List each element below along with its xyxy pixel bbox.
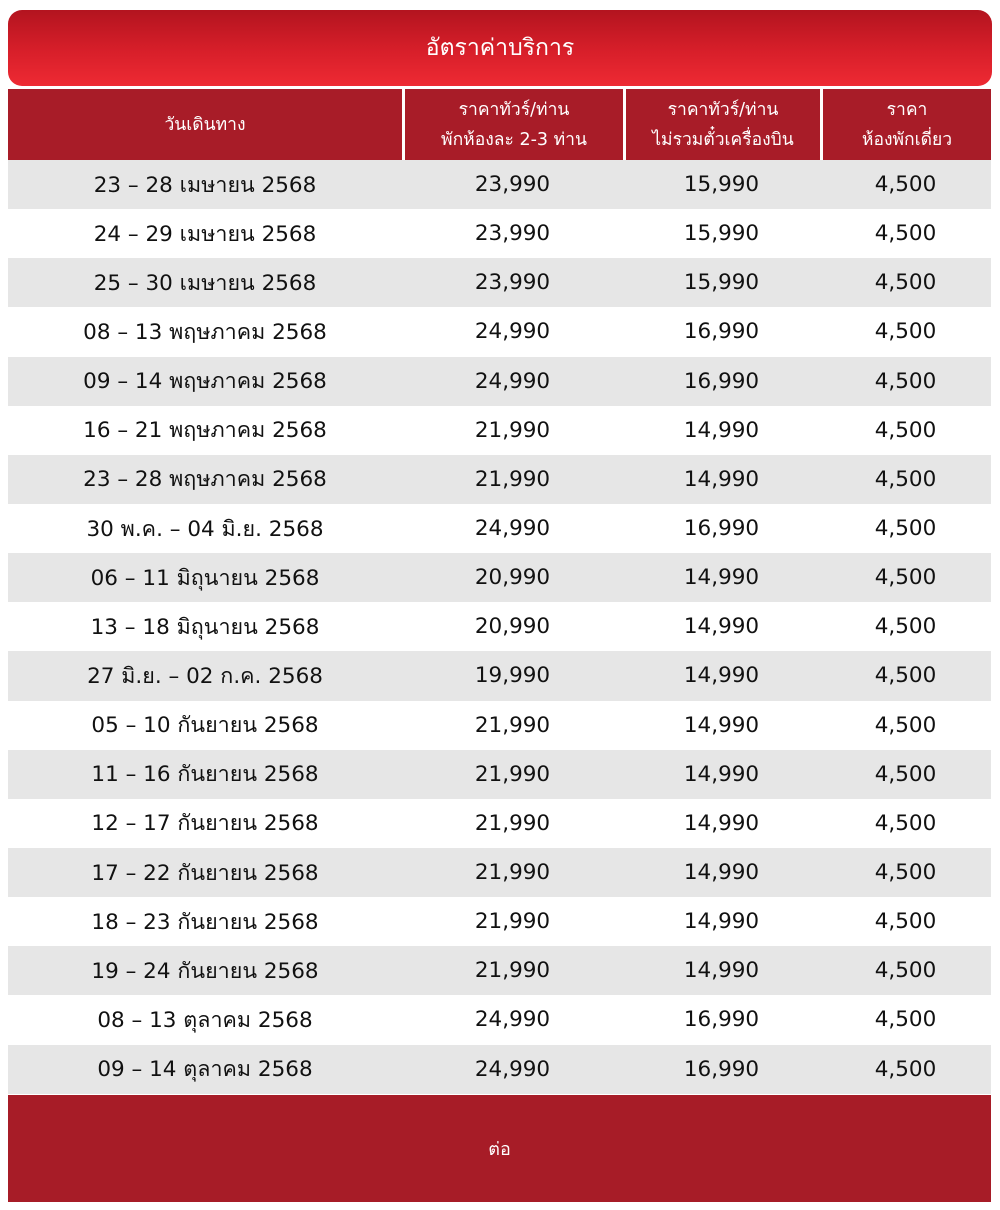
cell-travel-date: 12 – 17 กันยายน 2568: [91, 811, 319, 837]
cell-price-shared: 24,990: [474, 319, 551, 345]
table-row: [8, 848, 991, 897]
table-row: [8, 504, 991, 553]
table-row: [8, 897, 991, 946]
cell-price-shared: 20,990: [474, 614, 551, 640]
cell-travel-date: 16 – 21 พฤษภาคม 2568: [83, 418, 327, 444]
table-row: [8, 258, 991, 307]
cell-single-room: 4,500: [874, 417, 937, 443]
cell-price-no-flight: 16,990: [683, 1007, 760, 1033]
cell-price-no-flight: 14,990: [683, 417, 760, 443]
table-row: [8, 307, 991, 356]
cell-price-no-flight: 15,990: [683, 172, 760, 198]
cell-price-shared: 21,990: [474, 712, 551, 738]
cell-price-no-flight: 14,990: [683, 712, 760, 738]
header-price-shared-line1: ราคาทัวร์/ท่าน: [458, 99, 570, 120]
header-single-room-line2: ห้องพักเดี่ยว: [861, 129, 953, 150]
table-row: [8, 602, 991, 651]
cell-travel-date: 19 – 24 กันยายน 2568: [91, 958, 319, 984]
cell-price-shared: 20,990: [474, 565, 551, 591]
table-row: [8, 701, 991, 750]
header-price-no-flight-line2: ไม่รวมตั๋วเครื่องบิน: [652, 129, 794, 150]
cell-price-shared: 23,990: [474, 270, 551, 296]
table-row: [8, 553, 991, 602]
table-row: [8, 357, 991, 406]
cell-price-no-flight: 14,990: [683, 909, 760, 935]
cell-price-shared: 21,990: [474, 417, 551, 443]
header-price-no-flight: [623, 89, 820, 160]
table-row: [8, 1045, 991, 1094]
cell-single-room: 4,500: [874, 810, 937, 836]
continue-label: ต่อ: [488, 1139, 511, 1160]
cell-single-room: 4,500: [874, 1007, 937, 1033]
cell-price-no-flight: 15,990: [683, 270, 760, 296]
cell-price-shared: 24,990: [474, 1056, 551, 1082]
cell-travel-date: 05 – 10 กันยายน 2568: [91, 713, 319, 739]
header-price-no-flight-line1: ราคาทัวร์/ท่าน: [667, 99, 779, 120]
cell-travel-date: 27 มิ.ย. – 02 ก.ค. 2568: [87, 663, 323, 689]
cell-price-no-flight: 14,990: [683, 663, 760, 689]
cell-travel-date: 17 – 22 กันยายน 2568: [91, 860, 319, 886]
cell-travel-date: 23 – 28 เมษายน 2568: [93, 172, 317, 198]
table-row: [8, 799, 991, 848]
cell-single-room: 4,500: [874, 909, 937, 935]
cell-price-shared: 21,990: [474, 909, 551, 935]
header-single-room: [820, 89, 991, 160]
cell-single-room: 4,500: [874, 221, 937, 247]
cell-travel-date: 09 – 14 ตุลาคม 2568: [97, 1057, 313, 1083]
cell-single-room: 4,500: [874, 270, 937, 296]
cell-single-room: 4,500: [874, 860, 937, 886]
cell-price-shared: 24,990: [474, 368, 551, 394]
table-row: [8, 209, 991, 258]
cell-price-shared: 23,990: [474, 172, 551, 198]
table-row: [8, 651, 991, 700]
table-row: [8, 406, 991, 455]
cell-price-no-flight: 16,990: [683, 319, 760, 345]
cell-price-shared: 21,990: [474, 860, 551, 886]
header-single-room-line1: ราคา: [886, 99, 928, 120]
table-header-row: [8, 89, 991, 160]
cell-single-room: 4,500: [874, 565, 937, 591]
cell-single-room: 4,500: [874, 466, 937, 492]
table-row: [8, 455, 991, 504]
header-price-shared-line2: พักห้องละ 2-3 ท่าน: [441, 129, 587, 150]
table-row: [8, 750, 991, 799]
cell-price-shared: 21,990: [474, 810, 551, 836]
cell-price-no-flight: 16,990: [683, 1056, 760, 1082]
cell-price-no-flight: 14,990: [683, 958, 760, 984]
table-row: [8, 160, 991, 209]
cell-price-no-flight: 15,990: [683, 221, 760, 247]
cell-price-no-flight: 16,990: [683, 516, 760, 542]
cell-single-room: 4,500: [874, 663, 937, 689]
cell-price-no-flight: 14,990: [683, 860, 760, 886]
cell-price-no-flight: 14,990: [683, 466, 760, 492]
cell-single-room: 4,500: [874, 172, 937, 198]
cell-price-no-flight: 16,990: [683, 368, 760, 394]
cell-travel-date: 25 – 30 เมษายน 2568: [93, 270, 317, 296]
cell-travel-date: 08 – 13 พฤษภาคม 2568: [83, 319, 327, 345]
cell-price-shared: 23,990: [474, 221, 551, 247]
page-title: [8, 10, 992, 86]
cell-travel-date: 18 – 23 กันยายน 2568: [91, 909, 319, 935]
header-travel-date-label: วันเดินทาง: [164, 114, 246, 135]
cell-travel-date: 13 – 18 มิถุนายน 2568: [90, 614, 320, 640]
price-table: [8, 89, 991, 1094]
cell-price-no-flight: 14,990: [683, 614, 760, 640]
cell-price-shared: 24,990: [474, 516, 551, 542]
cell-travel-date: 23 – 28 พฤษภาคม 2568: [83, 467, 327, 493]
cell-single-room: 4,500: [874, 712, 937, 738]
cell-travel-date: 30 พ.ค. – 04 มิ.ย. 2568: [86, 516, 324, 542]
cell-travel-date: 24 – 29 เมษายน 2568: [93, 221, 317, 247]
header-travel-date: [8, 89, 402, 160]
cell-price-shared: 24,990: [474, 1007, 551, 1033]
continue-footer[interactable]: [8, 1095, 991, 1202]
cell-price-no-flight: 14,990: [683, 810, 760, 836]
cell-price-shared: 21,990: [474, 466, 551, 492]
cell-single-room: 4,500: [874, 958, 937, 984]
cell-price-shared: 19,990: [474, 663, 551, 689]
cell-single-room: 4,500: [874, 319, 937, 345]
table-row: [8, 946, 991, 995]
page-title-text: อัตราค่าบริการ: [425, 35, 575, 61]
cell-travel-date: 06 – 11 มิถุนายน 2568: [90, 565, 320, 591]
cell-price-no-flight: 14,990: [683, 761, 760, 787]
cell-travel-date: 11 – 16 กันยายน 2568: [91, 762, 319, 788]
cell-single-room: 4,500: [874, 1056, 937, 1082]
cell-price-shared: 21,990: [474, 761, 551, 787]
cell-travel-date: 09 – 14 พฤษภาคม 2568: [83, 369, 327, 395]
cell-travel-date: 08 – 13 ตุลาคม 2568: [97, 1007, 313, 1033]
header-price-shared: [402, 89, 623, 160]
table-row: [8, 995, 991, 1044]
cell-price-no-flight: 14,990: [683, 565, 760, 591]
cell-single-room: 4,500: [874, 368, 937, 394]
cell-price-shared: 21,990: [474, 958, 551, 984]
table-body: [8, 160, 991, 1094]
cell-single-room: 4,500: [874, 614, 937, 640]
cell-single-room: 4,500: [874, 761, 937, 787]
cell-single-room: 4,500: [874, 516, 937, 542]
